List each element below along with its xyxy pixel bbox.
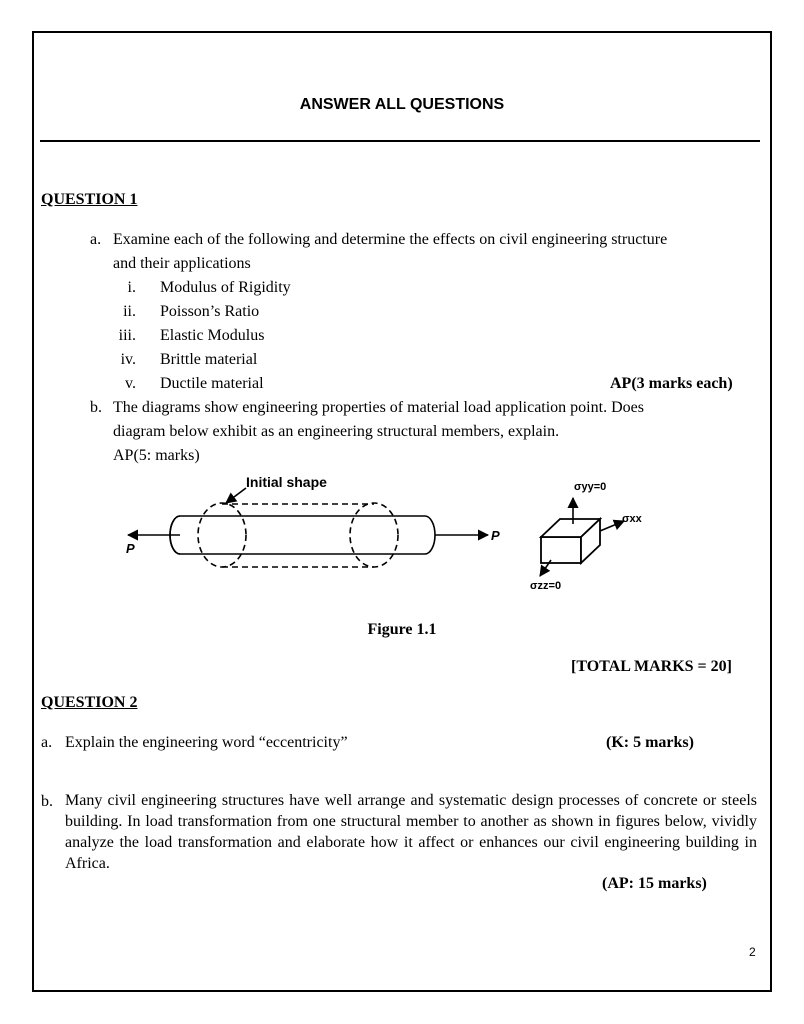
load-label-left: P bbox=[126, 541, 135, 556]
stress-element-cube bbox=[541, 519, 600, 563]
q1a-item-text: Modulus of Rigidity bbox=[160, 279, 291, 296]
q1a-item-text: Elastic Modulus bbox=[160, 327, 265, 344]
q1b-line-2: diagram below exhibit as an engineering structural members, explain. bbox=[113, 423, 560, 440]
initial-shape-label: Initial shape bbox=[246, 474, 327, 490]
page-number: 2 bbox=[749, 945, 756, 959]
q1b-line-3: AP(5: marks) bbox=[113, 447, 200, 464]
question-1-title: QUESTION 1 bbox=[41, 191, 138, 208]
cylinder-initial-shape bbox=[198, 503, 398, 567]
q1a-marks: AP(3 marks each) bbox=[610, 375, 733, 392]
q1b-marker: b. bbox=[90, 399, 102, 416]
question-2-title: QUESTION 2 bbox=[41, 694, 138, 711]
q2b-marks: (AP: 15 marks) bbox=[602, 875, 707, 892]
q1a-item-number: ii. bbox=[123, 303, 136, 320]
q2b-marker: b. bbox=[41, 793, 53, 810]
q1a-item-text: Ductile material bbox=[160, 375, 264, 392]
q1a-item-text: Brittle material bbox=[160, 351, 258, 368]
q1a-marker: a. bbox=[90, 231, 102, 248]
q1b-line-1: The diagrams show engineering properties of material load application point. Does bbox=[113, 399, 644, 416]
sigma-yy-label: σyy=0 bbox=[574, 481, 607, 493]
q1a-line-2: and their applications bbox=[113, 255, 251, 272]
q2a-text: Explain the engineering word “eccentricity” bbox=[65, 734, 348, 751]
q2a-marker: a. bbox=[41, 734, 53, 751]
q2a-marks: (K: 5 marks) bbox=[606, 734, 694, 751]
q2b-paragraph: Many civil engineering structures have well arrange and systematic design processes of concrete or steels building. In load transformation from one structural member to another as shown in figures below, vividly analyze the load transformation and elaborate how it affect or enhances our civil engineering building in Africa. bbox=[65, 792, 757, 872]
q1a-item-number: iii. bbox=[118, 327, 136, 344]
q1-total-marks: [TOTAL MARKS = 20] bbox=[571, 658, 732, 675]
stress-xx-arrow bbox=[600, 521, 624, 531]
figure-caption: Figure 1.1 bbox=[367, 621, 437, 638]
q1a-line-1: Examine each of the following and determine the effects on civil engineering structure bbox=[113, 231, 668, 248]
sigma-zz-label: σzz=0 bbox=[530, 580, 562, 592]
q1a-item-number: v. bbox=[125, 375, 136, 392]
page-heading: ANSWER ALL QUESTIONS bbox=[299, 96, 505, 113]
load-label-right: P bbox=[491, 528, 500, 543]
q1a-item-text: Poisson’s Ratio bbox=[160, 303, 260, 320]
q1a-item-number: i. bbox=[127, 279, 136, 296]
sigma-xx-label: σxx bbox=[622, 513, 642, 525]
initial-shape-pointer-arrow bbox=[226, 488, 246, 503]
q1a-item-number: iv. bbox=[120, 351, 136, 368]
